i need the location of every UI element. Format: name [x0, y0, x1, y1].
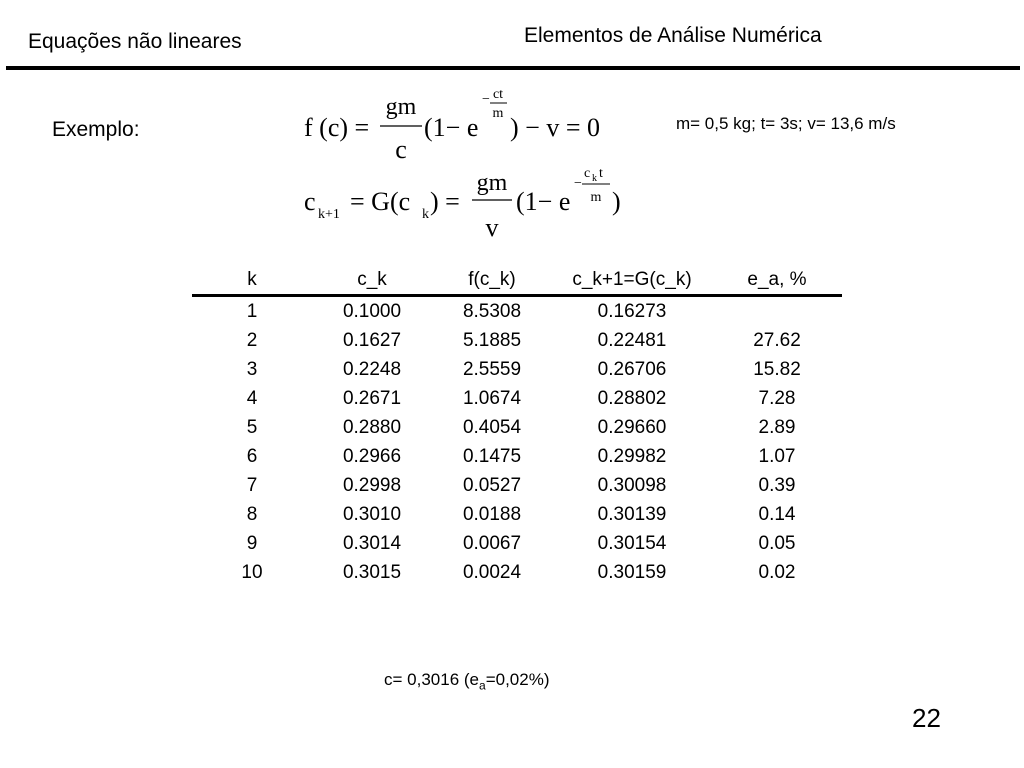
eq2-exp-num-c: c — [584, 166, 591, 181]
table-header-row — [192, 266, 842, 296]
table-cell: 0.16273 — [597, 300, 667, 322]
table-row — [192, 558, 842, 587]
eq2-frac-num: gm — [476, 170, 508, 196]
eq2-exp-num-sub: k — [592, 173, 597, 184]
table-cell: 0.0024 — [462, 561, 522, 583]
table-cell: 0.28802 — [597, 387, 667, 409]
table-row — [192, 326, 842, 355]
table-cell: 6 — [246, 445, 258, 467]
table-cell: 3 — [246, 358, 258, 380]
table-cell: 0.4054 — [462, 416, 522, 438]
table-cell: 0.39 — [758, 474, 796, 496]
table-cell: 0.3015 — [342, 561, 402, 583]
table-cell: 2.89 — [758, 416, 796, 438]
table-row — [192, 529, 842, 558]
table-row — [192, 413, 842, 442]
table-cell: 0.14 — [758, 503, 796, 525]
eq1-exp-den: m — [492, 106, 504, 121]
eq2-exp-den: m — [590, 190, 602, 205]
table-cell: 10 — [241, 561, 263, 583]
eq2-mid-close: ) = — [430, 187, 460, 216]
table-cell: 0.1000 — [342, 300, 402, 322]
eq2-c: c — [304, 187, 316, 216]
table-cell: 8.5308 — [462, 300, 522, 322]
table-cell: 0.29982 — [597, 445, 667, 467]
table-cell: 0.30139 — [597, 503, 667, 525]
table-cell: 0.29660 — [597, 416, 667, 438]
column-header-fck: f(c_k) — [432, 266, 552, 296]
eq1-exp-num: ct — [492, 87, 504, 102]
table-cell: 0.3010 — [342, 503, 402, 525]
section-title: Equações não lineares — [28, 30, 242, 53]
eq1-tail: ) − v = 0 — [510, 113, 600, 142]
table-cell: 0.22481 — [597, 329, 667, 351]
table-row — [192, 471, 842, 500]
eq2-mid-sub: k — [422, 207, 429, 222]
table-cell: 2 — [246, 329, 258, 351]
table-cell: 1.0674 — [462, 387, 522, 409]
eq2-frac-den: v — [485, 213, 499, 242]
table-cell: 27.62 — [753, 329, 801, 351]
column-header-ck: c_k — [312, 266, 432, 296]
table-cell — [712, 296, 842, 327]
table-cell: 9 — [246, 532, 258, 554]
table-cell: 0.30098 — [597, 474, 667, 496]
table-cell: 0.2998 — [342, 474, 402, 496]
equation-fixed-point — [300, 160, 640, 244]
table-cell: 0.3014 — [342, 532, 402, 554]
eq2-exp-sign: − — [574, 176, 582, 191]
table-cell: 0.30154 — [597, 532, 667, 554]
table-cell: 4 — [246, 387, 258, 409]
table-cell: 0.26706 — [597, 358, 667, 380]
result-prefix: c= 0,3016 (e — [384, 670, 479, 689]
table-cell: 7.28 — [758, 387, 796, 409]
table-cell: 0.0188 — [462, 503, 522, 525]
table-cell: 15.82 — [753, 358, 801, 380]
eq1-exp-sign: − — [482, 92, 490, 107]
table-cell: 0.05 — [758, 532, 796, 554]
eq1-frac-den: c — [395, 135, 407, 164]
table-cell: 0.2880 — [342, 416, 402, 438]
table-cell: 7 — [246, 474, 258, 496]
final-result — [384, 670, 549, 692]
table-row — [192, 296, 842, 327]
eq2-mid: = G(c — [350, 187, 411, 216]
table-cell: 0.30159 — [597, 561, 667, 583]
table-row — [192, 442, 842, 471]
iteration-table — [192, 266, 842, 587]
table-cell: 0.2966 — [342, 445, 402, 467]
table-cell: 0.2248 — [342, 358, 402, 380]
parameters-text: m= 0,5 kg; t= 3s; v= 13,6 m/s — [676, 114, 896, 133]
page-number: 22 — [912, 703, 941, 733]
eq2-tail: ) — [612, 187, 621, 216]
result-subscript: a — [479, 678, 486, 693]
table-row — [192, 355, 842, 384]
table-cell: 5 — [246, 416, 258, 438]
table-cell: 2.5559 — [462, 358, 522, 380]
example-label: Exemplo: — [52, 118, 140, 141]
eq2-exp-num-t: t — [599, 166, 603, 181]
table-cell: 0.1475 — [462, 445, 522, 467]
table-cell: 1.07 — [758, 445, 796, 467]
column-header-gck: c_k+1=G(c_k) — [552, 266, 712, 296]
table-cell: 0.2671 — [342, 387, 402, 409]
eq1-lhs: f (c) = — [304, 113, 370, 142]
table-row — [192, 500, 842, 529]
table-row — [192, 384, 842, 413]
table-cell: 0.02 — [758, 561, 796, 583]
table-cell: 0.1627 — [342, 329, 402, 351]
table-cell: 0.0527 — [462, 474, 522, 496]
table-cell: 8 — [246, 503, 258, 525]
eq2-paren-open: (1− e — [516, 187, 571, 216]
table-cell: 5.1885 — [462, 329, 522, 351]
eq2-c-sub: k+1 — [318, 207, 340, 222]
course-title: Elementos de Análise Numérica — [524, 24, 822, 47]
equation-f-of-c — [300, 86, 630, 166]
eq1-paren-open: (1− e — [424, 113, 479, 142]
eq1-frac-num: gm — [385, 94, 417, 120]
header-divider — [6, 66, 1020, 70]
table-cell: 0.0067 — [462, 532, 522, 554]
column-header-k: k — [192, 266, 312, 296]
result-suffix: =0,02%) — [485, 670, 550, 689]
column-header-ea: e_a, % — [712, 266, 842, 296]
table-cell: 1 — [246, 300, 258, 322]
